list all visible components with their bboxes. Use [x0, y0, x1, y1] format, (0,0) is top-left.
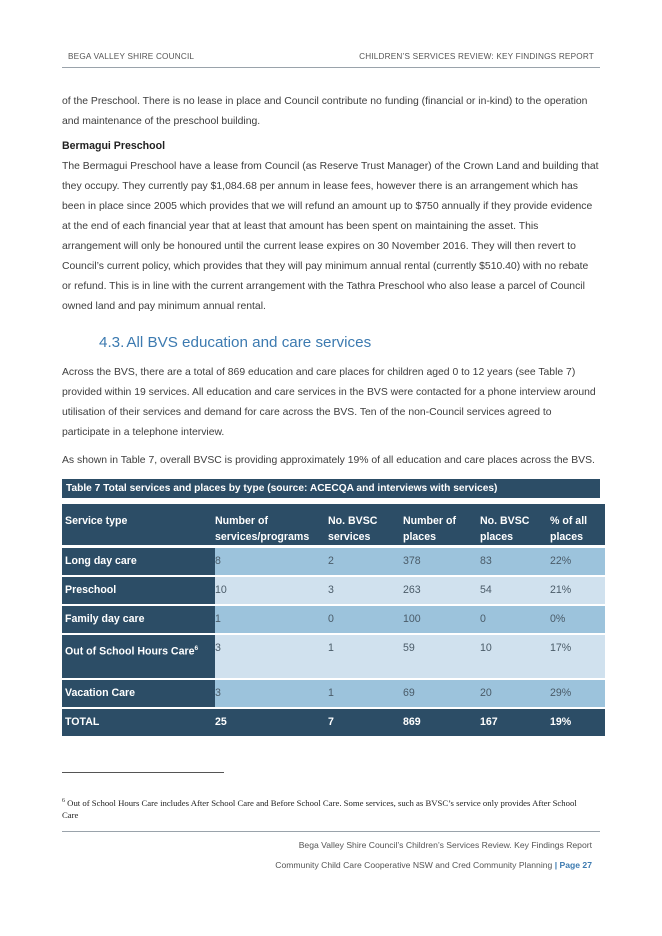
table-cell: 25 [215, 709, 328, 738]
table-cell: 83 [480, 548, 550, 577]
footer-line-2 [275, 860, 592, 870]
table-cell: 2 [328, 548, 403, 577]
table-cell: 0% [550, 606, 605, 635]
col-header-bvsc-services: No. BVSC services [328, 504, 403, 548]
table-cell: 20 [480, 680, 550, 709]
services-table [62, 504, 605, 738]
header-left: BEGA VALLEY SHIRE COUNCIL [68, 52, 195, 61]
section-heading [99, 334, 600, 351]
table-cell: 263 [403, 577, 480, 606]
table-row [62, 548, 605, 577]
col-header-number-places: Number of places [403, 504, 480, 548]
footer-divider [62, 831, 600, 832]
row-label: Family day care [62, 606, 215, 635]
row-label-total: TOTAL [62, 709, 215, 738]
table-cell: 3 [215, 635, 328, 680]
table-cell: 1 [328, 635, 403, 680]
table-cell: 167 [480, 709, 550, 738]
header-divider [62, 67, 600, 68]
table-row [62, 606, 605, 635]
page-number: Page 27 [559, 860, 592, 870]
row-label: Vacation Care [62, 680, 215, 709]
footnote-ref: 6 [194, 645, 199, 652]
footer-line-1: Bega Valley Shire Council’s Children’s Services Review. Key Findings Report [298, 840, 592, 850]
table-cell: 19% [550, 709, 605, 738]
col-header-number-services: Number of services/programs [215, 504, 328, 548]
table-cell: 10 [215, 577, 328, 606]
table-row [62, 680, 605, 709]
table-cell: 0 [328, 606, 403, 635]
page-body [62, 92, 600, 479]
col-header-bvsc-places: No. BVSC places [480, 504, 550, 548]
footer-separator: | [552, 860, 560, 870]
table-cell: 69 [403, 680, 480, 709]
table-cell: 869 [403, 709, 480, 738]
paragraph-bvs-total: Across the BVS, there are a total of 869 education and care places for children aged 0 to 12 years (see Table 7) provided within 19 services. All education and care services in the BVS were contacted for a phone interview around utilisation of their services and demand for care across the BVS. Ten of the non-Council services agreed to participate in a telephone interview. [62, 367, 596, 438]
paragraph-bvsc-share: As shown in Table 7, overall BVSC is providing approximately 19% of all education and care places across the BVS. [62, 455, 595, 466]
table-cell: 17% [550, 635, 605, 680]
table-cell: 7 [328, 709, 403, 738]
footnote [62, 795, 592, 821]
paragraph-bermagui-lease: The Bermagui Preschool have a lease from Council (as Reserve Trust Manager) of the Crown Land and building that they occupy. They currently pay $1,084.68 per annum in lease fees, however there is an arrangement which has been in place since 2005 which provides that we will refund an amount up to $750 annually if they provide evidence at the end of each financial year that at least that amount has been spent on maintaining the asset. This arrangement will only be honoured until the current lease expires on 30 November 2016. They will then revert to Council’s current policy, which provides that they will pay minimum annual rental (currently $510.40) with no rebate or refund. This is in line with the current arrangement with the Tathra Preschool who also lease a parcel of Council owned land and pay minimum annual rental. [62, 161, 599, 312]
header-right: CHILDREN’S SERVICES REVIEW: KEY FINDINGS REPORT [359, 52, 594, 61]
table-caption: Table 7 Total services and places by type (source: ACECQA and interviews with services) [62, 479, 600, 498]
section-title: All BVS education and care services [126, 334, 372, 351]
table-cell: 29% [550, 680, 605, 709]
table-cell: 378 [403, 548, 480, 577]
table-cell: 0 [480, 606, 550, 635]
footnote-marker: 6 [62, 798, 65, 804]
table-cell: 3 [328, 577, 403, 606]
row-label: Preschool [62, 577, 215, 606]
footnote-text: Out of School Hours Care includes After School Care and Before School Care. Some services, such as BVSC’s service only provides After School Care [62, 797, 577, 820]
table-cell: 22% [550, 548, 605, 577]
table-total-row [62, 709, 605, 738]
table-cell: 21% [550, 577, 605, 606]
table-cell: 1 [215, 606, 328, 635]
table-row [62, 635, 605, 680]
footer-org: Community Child Care Cooperative NSW and Cred Community Planning [275, 860, 553, 870]
table-cell: 54 [480, 577, 550, 606]
paragraph-preschool-lease: of the Preschool. There is no lease in place and Council contribute no funding (financial or in-kind) to the operation and maintenance of the preschool building. [62, 96, 588, 127]
table-cell: 100 [403, 606, 480, 635]
table-cell: 59 [403, 635, 480, 680]
row-label: Long day care [62, 548, 215, 577]
table-cell: 3 [215, 680, 328, 709]
row-label: Out of School Hours Care$^6$ [62, 635, 215, 680]
table-cell: 10 [480, 635, 550, 680]
table-row [62, 577, 605, 606]
table-header-row [62, 504, 605, 548]
col-header-percent-places: % of all places [550, 504, 605, 548]
col-header-service-type: Service type [62, 504, 215, 548]
table-cell: 1 [328, 680, 403, 709]
heading-bermagui-preschool: Bermagui Preschool [62, 140, 166, 152]
table-cell: 8 [215, 548, 328, 577]
section-number: 4.3. [99, 334, 125, 351]
footnote-divider [62, 772, 224, 773]
